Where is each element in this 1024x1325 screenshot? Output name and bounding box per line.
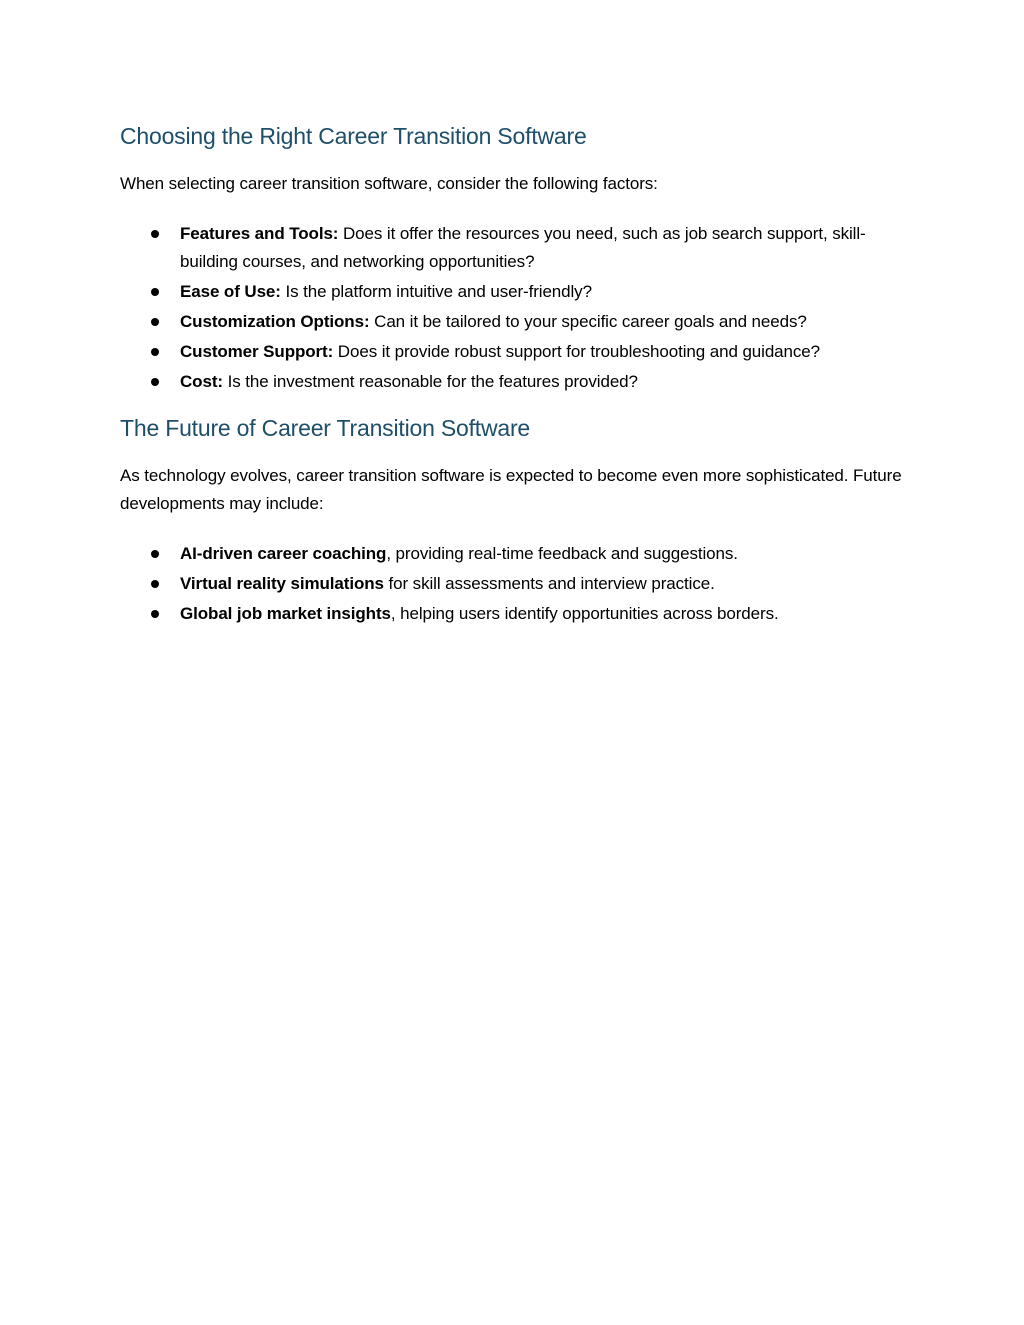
list-item-term: Ease of Use:	[180, 282, 281, 301]
intro-paragraph-future: As technology evolves, career transition software is expected to become even more sophisticated. Future developments may include:	[120, 466, 902, 513]
list-item	[120, 338, 920, 366]
list-item-term: Features and Tools:	[180, 224, 339, 243]
list-item-term: Customization Options:	[180, 312, 370, 331]
list-item	[120, 308, 920, 336]
bullet-icon	[151, 230, 159, 238]
list-item-text: , providing real-time feedback and suggestions.	[386, 544, 738, 563]
list-item-text: Does it provide robust support for troubleshooting and guidance?	[333, 342, 821, 361]
list-item-text: Does it offer the resources you need, such as job search support, skill-building courses, and networking opportunities?	[180, 224, 866, 271]
document-page	[120, 118, 920, 630]
list-item	[120, 368, 920, 396]
list-item-term: Virtual reality simulations	[180, 574, 384, 593]
list-item-text: Can it be tailored to your specific career goals and needs?	[369, 312, 807, 331]
list-item	[120, 600, 920, 628]
list-item-text: Is the platform intuitive and user-friendly?	[280, 282, 592, 301]
factors-list	[120, 220, 920, 396]
section-heading-future: The Future of Career Transition Software	[120, 415, 531, 441]
bullet-icon	[151, 378, 159, 386]
list-item-term: Global job market insights	[180, 604, 391, 623]
list-item-term: Customer Support:	[180, 342, 334, 361]
bullet-icon	[151, 288, 159, 296]
bullet-icon	[151, 550, 159, 558]
list-item	[120, 570, 920, 598]
list-item	[120, 220, 920, 276]
list-item-term: AI-driven career coaching	[180, 544, 387, 563]
list-item-term: Cost:	[180, 372, 223, 391]
list-item	[120, 540, 920, 568]
bullet-icon	[151, 580, 159, 588]
list-item-text: , helping users identify opportunities across borders.	[390, 604, 779, 623]
bullet-icon	[151, 348, 159, 356]
bullet-icon	[151, 610, 159, 618]
list-item-text: Is the investment reasonable for the features provided?	[222, 372, 638, 391]
developments-list	[120, 540, 920, 628]
intro-paragraph-choosing: When selecting career transition software, consider the following factors:	[120, 174, 658, 193]
section-heading-choosing: Choosing the Right Career Transition Software	[120, 123, 587, 149]
list-item	[120, 278, 920, 306]
list-item-text: for skill assessments and interview practice.	[383, 574, 715, 593]
bullet-icon	[151, 318, 159, 326]
